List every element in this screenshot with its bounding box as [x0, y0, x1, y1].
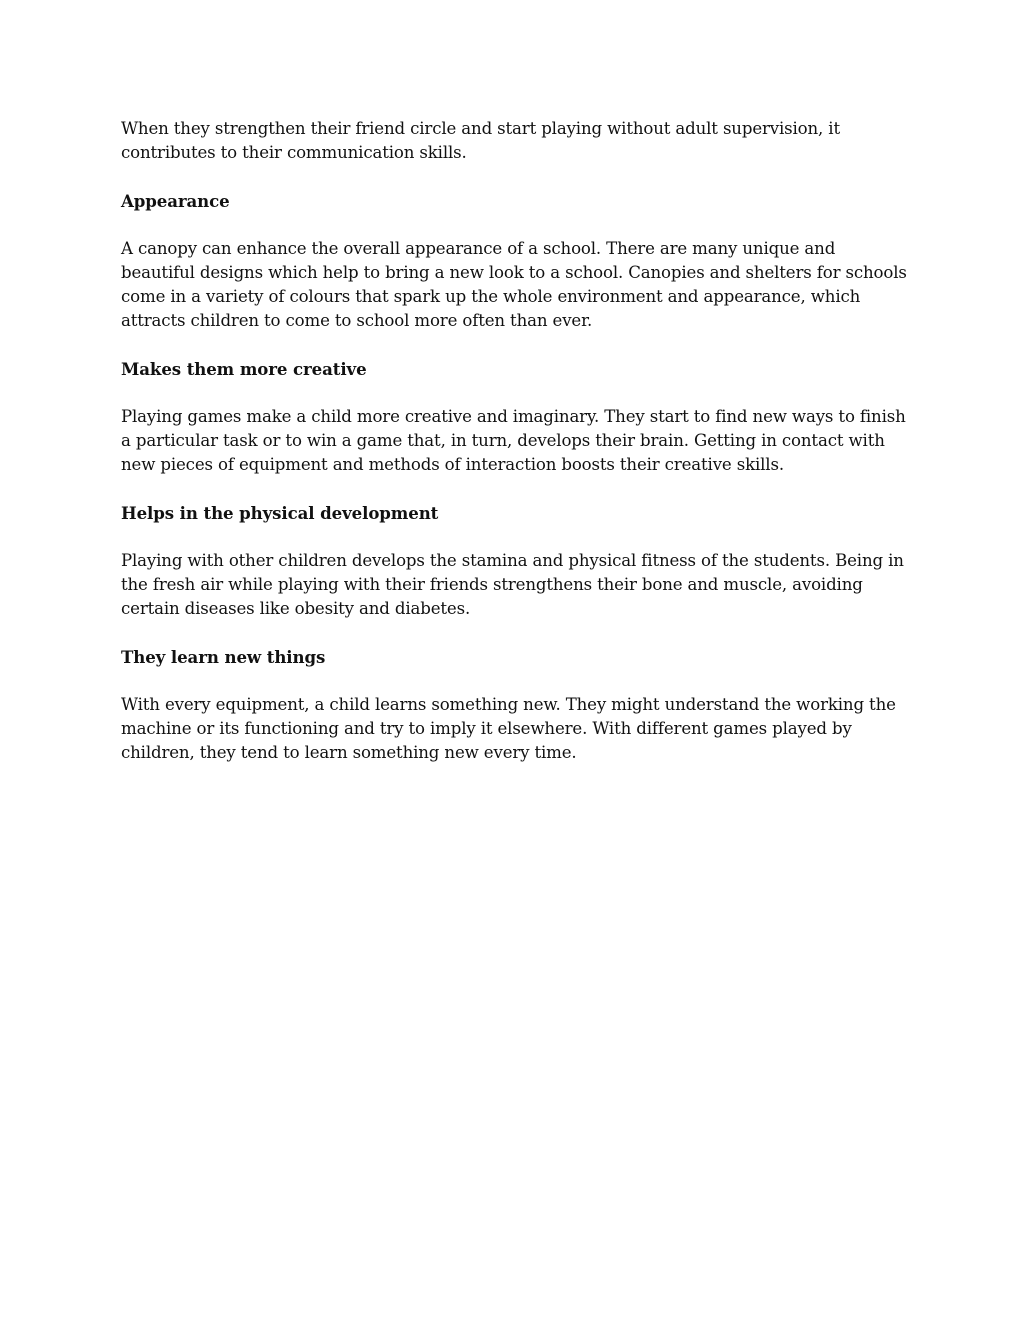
section-body-creative: Playing games make a child more creative and imaginary. They start to find new ways to finish a particular task or to win a game that, in turn, develops their brain. Getting in contact with new pieces of equipment and methods of interaction boosts their creative skills. [121, 407, 906, 474]
section-heading-creative: Makes them more creative [121, 359, 367, 379]
section-heading-physical: Helps in the physical development [121, 503, 439, 523]
section-heading-learn: They learn new things [121, 647, 326, 667]
document-page [121, 117, 911, 789]
section-body-physical: Playing with other children develops the stamina and physical fitness of the students. Being in the fresh air while playing with their friends strengthens their bone and muscle, avoiding certain diseases like obesity and diabetes. [121, 551, 904, 618]
section-body-learn: With every equipment, a child learns something new. They might understand the working the machine or its functioning and try to imply it elsewhere. With different games played by children, they tend to learn something new every time. [121, 695, 896, 762]
intro-paragraph: When they strengthen their friend circle and start playing without adult supervision, it contributes to their communication skills. [121, 119, 840, 162]
section-body-appearance: A canopy can enhance the overall appearance of a school. There are many unique and beautiful designs which help to bring a new look to a school. Canopies and shelters for schools come in a variety of colours that spark up the whole environment and appearance, which attracts children to come to school more often than ever. [121, 239, 907, 330]
section-heading-appearance: Appearance [121, 191, 230, 211]
